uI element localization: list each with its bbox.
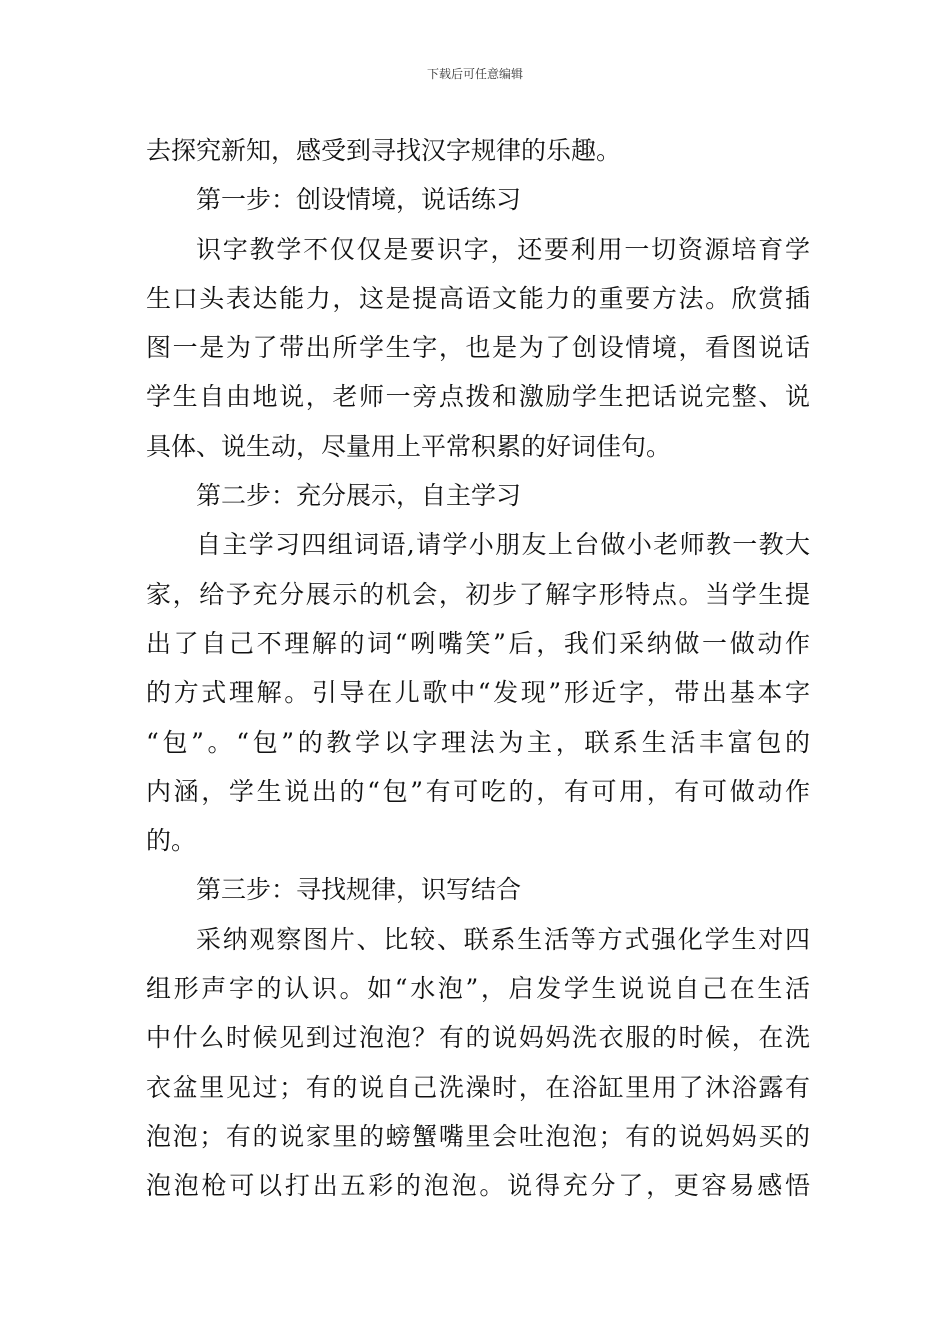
text-line: 的方式理解。引导在儿歌中“发现”形近字，带出基本字: [146, 678, 810, 708]
text-line: 内涵，学生说出的“包”有可吃的，有可用，有可做动作: [146, 776, 810, 806]
text-line: 组形声字的认识。如“水泡”，启发学生说说自己在生活: [146, 974, 810, 1004]
text-line: 采纳观察图片、比较、联系生活等方式强化学生对四: [196, 924, 810, 954]
text-line: 第二步：充分展示，自主学习: [196, 481, 522, 511]
text-line: 家，给予充分展示的机会，初步了解字形特点。当学生提: [146, 579, 810, 609]
text-line: 泡泡枪可以打出五彩的泡泡。说得充分了，更容易感悟: [146, 1171, 810, 1201]
text-line: 去探究新知，感受到寻找汉字规律的乐趣。: [146, 136, 622, 165]
text-line: 图一是为了带出所学生字，也是为了创设情境，看图说话: [146, 333, 810, 363]
text-line: 衣盆里见过；有的说自己洗澡时，在浴缸里用了沐浴露有: [146, 1072, 810, 1102]
text-line: 自主学习四组词语,请学小朋友上台做小老师教一教大: [196, 530, 810, 560]
text-line: 第三步：寻找规律，识写结合: [196, 875, 522, 905]
text-line: 第一步：创设情境，说话练习: [196, 185, 522, 215]
text-line: 具体、说生动，尽量用上平常积累的好词佳句。: [146, 431, 672, 461]
document-body: [146, 126, 810, 1211]
text-line: 泡泡；有的说家里的螃蟹嘴里会吐泡泡；有的说妈妈买的: [146, 1121, 810, 1151]
text-line: 生口头表达能力，这是提高语文能力的重要方法。欣赏插: [146, 283, 810, 313]
text-line: 出了自己不理解的词“咧嘴笑”后，我们采纳做一做动作: [146, 628, 810, 658]
text-line: 的。: [146, 826, 197, 856]
page-header: 下载后可任意编辑: [426, 67, 523, 81]
text-line: 中什么时候见到过泡泡？有的说妈妈洗衣服的时候，在洗: [146, 1023, 810, 1053]
text-line: 识字教学不仅仅是要识字，还要利用一切资源培育学: [196, 234, 810, 264]
text-line: 学生自由地说，老师一旁点拨和激励学生把话说完整、说: [146, 382, 810, 412]
text-line: “包”。“包”的教学以字理法为主，联系生活丰富包的: [146, 727, 810, 757]
